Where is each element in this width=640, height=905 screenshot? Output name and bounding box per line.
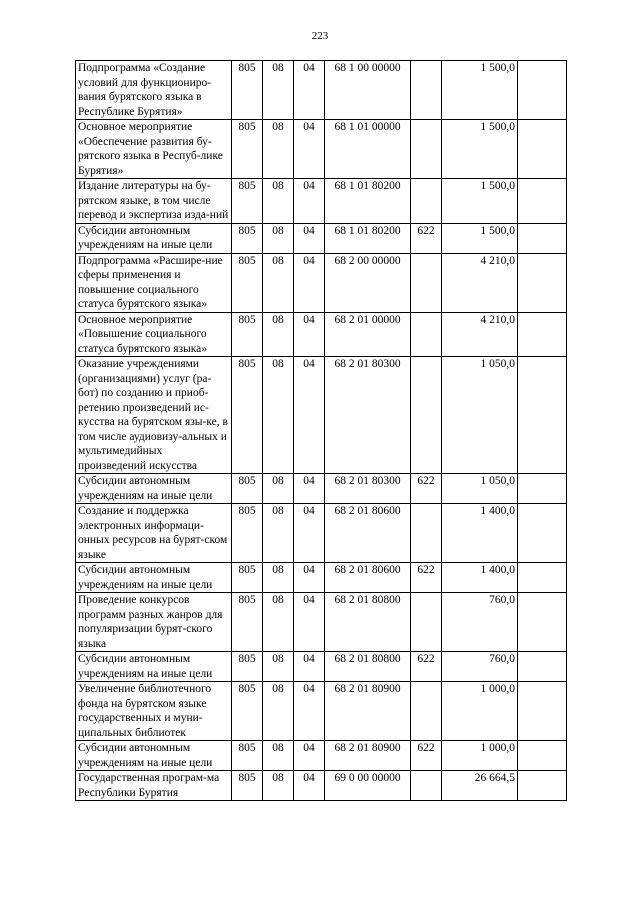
row-rz: 08 [263,253,294,312]
row-amount: 1 500,0 [442,179,518,224]
row-pr: 04 [294,741,325,771]
row-name: Увеличение библиотечного фонда на бурятском языке государственных и муни-ципальных библиотек [76,682,232,741]
row-csr: 68 2 01 80600 [325,563,411,593]
row-pr: 04 [294,563,325,593]
row-rz: 08 [263,652,294,682]
row-vr [411,504,442,563]
row-pr: 04 [294,61,325,120]
row-ved: 805 [232,61,263,120]
row-vr [411,593,442,652]
row-vr [411,61,442,120]
row-ved: 805 [232,771,263,801]
row-name: Субсидии автономным учреждениям на иные цели [76,563,232,593]
row-name: Субсидии автономным учреждениям на иные цели [76,223,232,253]
row-ved: 805 [232,652,263,682]
row-ved: 805 [232,223,263,253]
row-amount: 4 210,0 [442,312,518,357]
row-name: Субсидии автономным учреждениям на иные цели [76,474,232,504]
row-ved: 805 [232,179,263,224]
row-name: Проведение конкурсов программ разных жанров для популяризации бурят-ского языка [76,593,232,652]
row-amount: 760,0 [442,593,518,652]
table-row [76,223,567,253]
row-csr: 68 1 01 80200 [325,223,411,253]
row-ved: 805 [232,312,263,357]
row-vr [411,312,442,357]
row-csr: 68 2 01 80600 [325,504,411,563]
row-vr [411,253,442,312]
table-row [76,563,567,593]
table-row [76,474,567,504]
row-rz: 08 [263,563,294,593]
row-pr: 04 [294,120,325,179]
table-row [76,504,567,563]
row-ved: 805 [232,563,263,593]
row-name: Субсидии автономным учреждениям на иные цели [76,652,232,682]
table-row [76,61,567,120]
row-csr: 68 2 01 00000 [325,312,411,357]
row-name: Основное мероприятие «Повышение социального статуса бурятского языка» [76,312,232,357]
row-extra [518,652,567,682]
row-name: Создание и поддержка электронных информаци-онных ресурсов на бурят-ском языке [76,504,232,563]
row-pr: 04 [294,682,325,741]
table-row [76,312,567,357]
row-pr: 04 [294,312,325,357]
row-rz: 08 [263,61,294,120]
row-extra [518,682,567,741]
row-csr: 68 2 01 80300 [325,474,411,504]
row-pr: 04 [294,504,325,563]
row-amount: 1 000,0 [442,682,518,741]
row-extra [518,61,567,120]
row-vr: 622 [411,652,442,682]
row-ved: 805 [232,682,263,741]
row-rz: 08 [263,593,294,652]
row-pr: 04 [294,652,325,682]
row-ved: 805 [232,593,263,652]
table-row [76,741,567,771]
row-csr: 68 2 01 80300 [325,357,411,474]
row-extra [518,120,567,179]
row-pr: 04 [294,593,325,652]
row-pr: 04 [294,771,325,801]
table-row [76,357,567,474]
row-pr: 04 [294,253,325,312]
row-rz: 08 [263,504,294,563]
row-vr: 622 [411,563,442,593]
table-row [76,682,567,741]
row-name: Государственная програм-ма Республики Бурятия [76,771,232,801]
row-extra [518,253,567,312]
row-rz: 08 [263,771,294,801]
row-name: Субсидии автономным учреждениям на иные цели [76,741,232,771]
row-csr: 68 1 01 80200 [325,179,411,224]
row-extra [518,223,567,253]
row-vr [411,120,442,179]
table-row [76,771,567,801]
table-row [76,652,567,682]
row-extra [518,357,567,474]
row-csr: 68 2 01 80800 [325,593,411,652]
row-name: Оказание учреждениями (организациями) услуг (ра-бот) по созданию и приоб-ретению произведений ис-кусства на бурятском язы-ке, в том числе аудиовизу-альных и мультимедийных произведений искусства [76,357,232,474]
row-rz: 08 [263,179,294,224]
row-ved: 805 [232,474,263,504]
row-extra [518,593,567,652]
row-pr: 04 [294,179,325,224]
row-amount: 1 500,0 [442,61,518,120]
row-ved: 805 [232,120,263,179]
row-amount: 1 400,0 [442,563,518,593]
row-vr [411,771,442,801]
row-rz: 08 [263,474,294,504]
page-number: 223 [311,30,329,42]
row-amount: 1 500,0 [442,223,518,253]
row-name: Подпрограмма «Создание условий для функциониро-вания бурятского языка в Республике Бурятия» [76,61,232,120]
row-amount: 1 400,0 [442,504,518,563]
row-ved: 805 [232,253,263,312]
row-extra [518,741,567,771]
row-name: Подпрограмма «Расшире-ние сферы применения и повышение социального статуса бурятского языка» [76,253,232,312]
row-vr: 622 [411,741,442,771]
row-vr [411,682,442,741]
table-row [76,593,567,652]
table-row [76,179,567,224]
row-vr [411,179,442,224]
table-row [76,120,567,179]
row-name: Основное мероприятие «Обеспечение развития бу-рятского языка в Респуб-лике Бурятия» [76,120,232,179]
row-ved: 805 [232,357,263,474]
row-amount: 4 210,0 [442,253,518,312]
row-name: Издание литературы на бу-рятском языке, в том числе перевод и экспертиза изда-ний [76,179,232,224]
row-pr: 04 [294,357,325,474]
row-extra [518,771,567,801]
row-amount: 1 050,0 [442,474,518,504]
row-csr: 68 2 00 00000 [325,253,411,312]
row-csr: 68 2 01 80800 [325,652,411,682]
row-csr: 68 2 01 80900 [325,682,411,741]
row-extra [518,312,567,357]
row-amount: 1 000,0 [442,741,518,771]
row-rz: 08 [263,223,294,253]
row-extra [518,179,567,224]
table-row [76,253,567,312]
row-rz: 08 [263,120,294,179]
row-csr: 68 1 00 00000 [325,61,411,120]
row-rz: 08 [263,357,294,474]
row-csr: 69 0 00 00000 [325,771,411,801]
row-csr: 68 2 01 80900 [325,741,411,771]
budget-table [75,60,567,801]
row-pr: 04 [294,474,325,504]
row-rz: 08 [263,682,294,741]
row-extra [518,474,567,504]
row-amount: 760,0 [442,652,518,682]
row-amount: 26 664,5 [442,771,518,801]
row-csr: 68 1 01 00000 [325,120,411,179]
row-amount: 1 500,0 [442,120,518,179]
row-vr: 622 [411,474,442,504]
row-rz: 08 [263,312,294,357]
row-amount: 1 050,0 [442,357,518,474]
row-extra [518,504,567,563]
row-rz: 08 [263,741,294,771]
row-ved: 805 [232,504,263,563]
row-vr: 622 [411,223,442,253]
row-ved: 805 [232,741,263,771]
row-pr: 04 [294,223,325,253]
row-vr [411,357,442,474]
row-extra [518,563,567,593]
